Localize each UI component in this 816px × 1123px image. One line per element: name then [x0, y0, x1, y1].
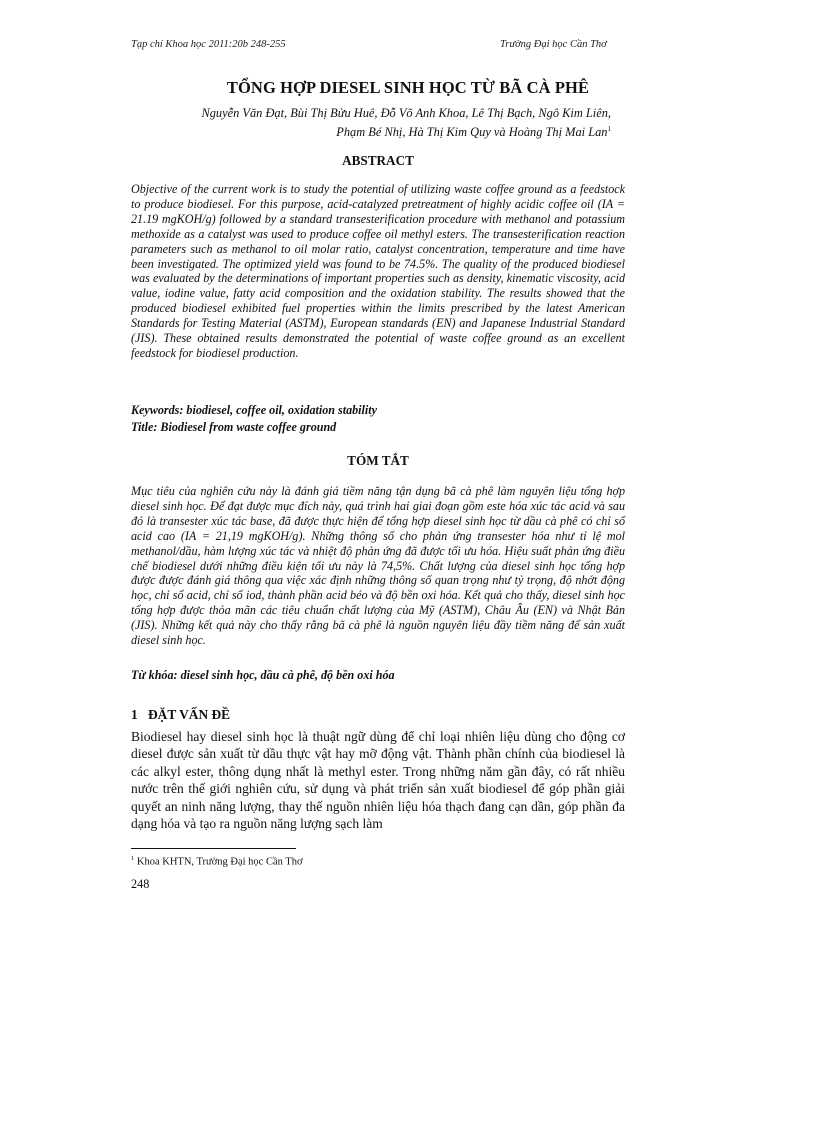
- abstract-heading: ABSTRACT: [342, 153, 414, 168]
- footnote-text: Khoa KHTN, Trường Đại học Cần Thơ: [134, 856, 303, 868]
- english-title: Title: Biodiesel from waste coffee ground: [131, 420, 337, 434]
- footnote-divider: [131, 848, 296, 849]
- abstract-text: Objective of the current work is to study the potential of utilizing waste coffee ground as a feedstock to produce biodiesel. For this purpose, acid-catalyzed pretreatment of highly acidic coffee oil (IA = 21.19 mgKOH/g) followed by a standard transesterification procedure with methanol and potassium methoxide as a catalyst was used to produce coffee oil methyl esters. The transesterification reaction parameters such as methanol to oil molar ratio, catalyst concentration, temperature and time have been investigated. The optimized yield was found to be 74.5%. The quality of the produced biodiesel was evaluated by the determinations of important properties such as density, kinematic viscosity, acid value, iodine value, fatty acid composition and the oxidation stability. The results showed that the produced biodiesel exhibited fuel properties within the limits prescribed by the latest American Standards for Testing Material (ASTM), European standards (EN) and Japanese Industrial Standard (JIS). These obtained results demonstrated the potential of waste coffee ground as an excellent feedstock for biodiesel production.: [131, 182, 625, 360]
- paper-title: TỔNG HỢP DIESEL SINH HỌC TỪ BÃ CÀ PHÊ: [226, 78, 590, 97]
- author-footnote-mark: 1: [607, 125, 611, 133]
- author-line-2: [91, 121, 611, 140]
- footnote-mark: 1: [131, 855, 135, 862]
- summary-keywords: Từ khóa: diesel sinh học, dầu cà phê, độ bền oxi hóa: [131, 668, 395, 682]
- summary-text: Mục tiêu của nghiên cứu này là đánh giá tiềm năng tận dụng bã cà phê làm nguyên liệu tổng hợp diesel sinh học. Để đạt được mục đích này, quá trình hai giai đoạn gồm este hóa xúc tác acid và sau đó là transester xúc tác base, đã được thực hiện để tổng hợp diesel sinh học từ dầu cà phê có chỉ số acid cao (IA = 21,19 mgKOH/g). Những thông số cho phản ứng transester hóa như tỉ lệ mol methanol/dầu, hàm lượng xúc tác và nhiệt độ phản ứng đã được tối ưu hóa. Hiệu suất phản ứng điều chế biodiesel dưới những điều kiện tối ưu này là 74,5%. Chất lượng của diesel sinh học tổng hợp được được đánh giá thông qua việc xác định những thông số quan trọng như tỷ trọng, độ nhớt động học, chỉ số acid, chỉ số iod, thành phần acid béo và độ bền oxi hóa. Kết quả cho thấy, diesel sinh học tổng hợp được thỏa mãn các tiêu chuẩn chất lượng của Mỹ (ASTM), Châu Âu (EN) và Nhật Bản (JIS). Những kết quả này cho thấy rằng bã cà phê là nguồn nguyên liệu đầy tiềm năng để sản xuất diesel sinh học.: [131, 484, 625, 648]
- section-1-heading: [131, 707, 230, 723]
- footnote: [131, 855, 303, 868]
- section-1-number: 1: [131, 707, 138, 722]
- abstract-keywords: Keywords: biodiesel, coffee oil, oxidation stability: [131, 403, 377, 417]
- author-line-1: Nguyễn Văn Đạt, Bùi Thị Bửu Huê, Đỗ Võ Anh Khoa, Lê Thị Bạch, Ngô Kim Liên,: [201, 106, 611, 120]
- author-line-2-text: Phạm Bé Nhị, Hà Thị Kim Quy và Hoàng Thị Mai Lan: [336, 125, 608, 140]
- author-list: [91, 105, 611, 140]
- page-number: 248: [131, 877, 150, 891]
- section-1-body: Biodiesel hay diesel sinh học là thuật ngữ dùng để chỉ loại nhiên liệu dùng cho động cơ diesel được sản xuất từ dầu thực vật hay mỡ động vật. Thành phần chính của biodiesel là các alkyl ester, thông dụng nhất là methyl ester. Trong những năm gần đây, có rất nhiều nước trên thế giới nghiên cứu, sử dụng và phát triển sản xuất biodiesel để góp phần giải quyết an ninh năng lượng, thay thế nguồn nhiên liệu hóa thạch đang cạn dần, góp phần đa dạng hóa và tạo ra nguồn năng lượng sạch làm: [131, 729, 625, 832]
- running-header-journal: Tạp chí Khoa học 2011:20b 248-255: [131, 39, 286, 50]
- running-header-institution: Trường Đại học Cần Thơ: [500, 39, 607, 50]
- summary-heading: TÓM TẮT: [347, 453, 409, 468]
- section-1-title: ĐẶT VẤN ĐỀ: [148, 707, 231, 722]
